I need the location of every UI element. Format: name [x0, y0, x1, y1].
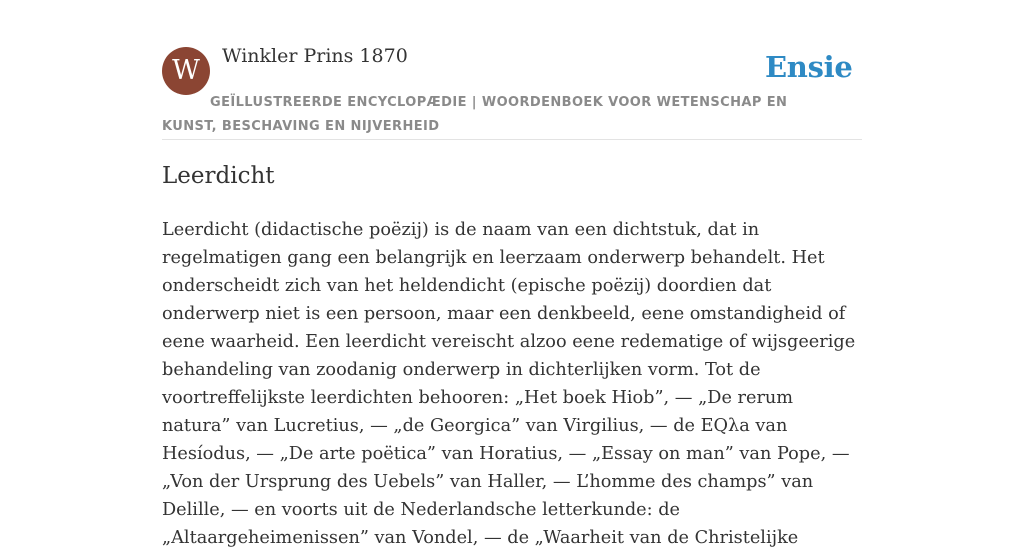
- entry-body: Leerdicht (didactische poëzij) is de naam van een dichtstuk, dat in regelmatigen gang een belangrijk en leerzaam onderwerp behandelt. Het onderscheidt zich van het heldendicht (epische poëzij) doordien dat onderwerp niet is een persoon, maar een denkbeeld, eene omstandigheid of eene waarheid. Een leerdicht vereischt alzoo eene redematige of wijsgeerige behandeling van zoodanig onderwerp in dichterlijken vorm. Tot de voortreffelijkste leerdichten behooren: „Het boek Hiob”, — „De rerum natura” van Lucretius, — „de Georgica” van Virgilius, — de EQλa van Hesíodus, — „De arte poëtica” van Horatius, — „Essay on man” van Pope, — „Von der Ursprung des Uebels” van Haller, — L’homme des champs” van Delille, — en voorts uit de Nederlandsche letterkunde: de „Altaargeheimenissen” van Vondel, — de „Waarheit van de Christelijke: [162, 220, 856, 548]
- source-title[interactable]: Winkler Prins 1870: [222, 45, 408, 67]
- avatar: W: [162, 47, 210, 95]
- entry-title: Leerdicht: [162, 163, 275, 189]
- ensie-logo[interactable]: Ensie: [765, 50, 853, 84]
- source-subtitle: GEÏLLUSTREERDE ENCYCLOPÆDIE | WOORDENBOEK VOOR WETENSCHAP EN KUNST, BESCHAVING EN NIJVERHEID: [162, 95, 788, 134]
- header-divider: [162, 139, 862, 140]
